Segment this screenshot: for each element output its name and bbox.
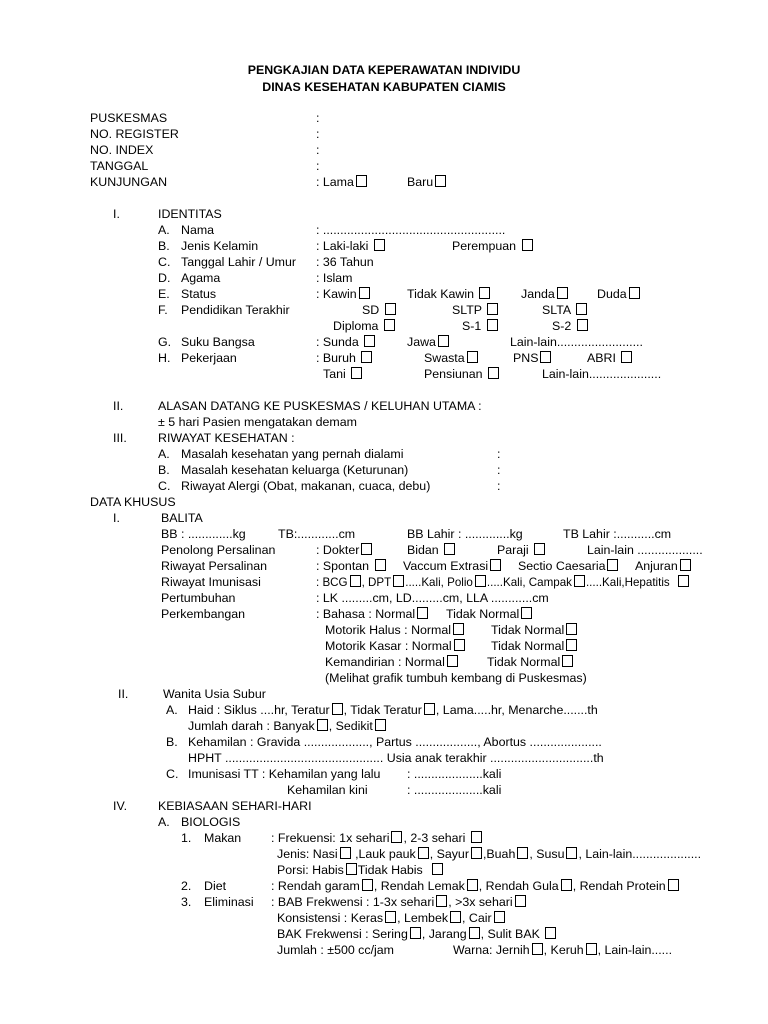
field-bab: : BAB Frekwensi : 1-3x sehari , >3x sehari	[271, 895, 527, 910]
checkbox[interactable]	[557, 287, 568, 299]
checkbox[interactable]	[561, 879, 572, 891]
checkbox[interactable]	[540, 351, 551, 363]
label-register: NO. REGISTER	[90, 127, 179, 141]
checkbox[interactable]	[410, 927, 421, 939]
label-kunjungan: KUNJUNGAN	[90, 175, 168, 189]
checkbox[interactable]	[359, 287, 370, 299]
option-tani: Tani	[323, 367, 363, 382]
field-tb-lahir: TB Lahir :...........cm	[563, 527, 672, 541]
option-sd: SD	[362, 303, 397, 318]
label-nama: Nama	[181, 223, 215, 237]
label-suku: Suku Bangsa	[181, 335, 255, 349]
item-letter: B.	[158, 239, 170, 253]
checkbox[interactable]	[374, 239, 385, 251]
checkbox[interactable]	[475, 575, 486, 587]
label-imunisasi-tt: Imunisasi TT : Kehamilan yang lalu	[188, 767, 381, 781]
checkbox[interactable]	[562, 655, 573, 667]
colon: :	[316, 159, 320, 173]
checkbox[interactable]	[436, 895, 447, 907]
checkbox[interactable]	[545, 927, 556, 939]
item-letter: A.	[166, 703, 178, 717]
item-letter: B.	[166, 735, 178, 749]
field-warna: Warna: Jernih , Keruh , Lain-lain......	[453, 943, 673, 957]
label-tanggal: TANGGAL	[90, 159, 149, 173]
value-agama: : Islam	[316, 271, 353, 285]
option-bahasa-tidak-normal: Tidak Normal	[446, 607, 533, 622]
field-jumlah-bak: Jumlah : ±500 cc/jam	[277, 943, 394, 957]
checkbox[interactable]	[621, 351, 632, 363]
section-number: III.	[113, 431, 127, 445]
checkbox[interactable]	[361, 543, 372, 555]
value-nama: : .....................................................	[316, 223, 506, 237]
option-kawin: : Kawin	[316, 287, 371, 302]
label-imunisasi: Riwayat Imunisasi	[161, 575, 261, 589]
checkbox[interactable]	[487, 303, 498, 315]
label-puskesmas: PUSKESMAS	[90, 111, 168, 125]
checkbox[interactable]	[566, 623, 577, 635]
option-baru: Baru	[407, 175, 447, 190]
option-mandiri-tidak-normal: Tidak Normal	[487, 655, 574, 670]
checkbox[interactable]	[385, 303, 396, 315]
colon: :	[316, 111, 320, 125]
checkbox[interactable]	[467, 879, 478, 891]
field-bb: BB : .............kg	[161, 527, 246, 541]
checkbox[interactable]	[479, 287, 490, 299]
checkbox[interactable]	[517, 847, 528, 859]
colon: :	[497, 463, 501, 477]
colon: :	[316, 127, 320, 141]
option-tidak-kawin: Tidak Kawin	[407, 287, 491, 302]
option-sectio: Sectio Caesaria	[518, 559, 619, 574]
form-subtitle: DINAS KESEHATAN KABUPATEN CIAMIS	[262, 80, 506, 94]
form-title: PENGKAJIAN DATA KEPERAWATAN INDIVIDU	[247, 63, 521, 77]
item-number: 2.	[181, 879, 192, 893]
label-agama: Agama	[181, 271, 221, 285]
option-sltp: SLTP	[452, 303, 499, 318]
option-lama: : Lama	[316, 175, 368, 190]
option-halus-tidak-normal: Tidak Normal	[491, 623, 578, 638]
option-slta: SLTA	[542, 303, 588, 318]
field-jumlah-darah: Jumlah darah : Banyak , Sedikit	[188, 719, 387, 734]
field-porsi: Porsi: Habis Tidak Habis	[277, 863, 444, 878]
option-sunda: : Sunda	[316, 335, 376, 350]
checkbox[interactable]	[375, 719, 386, 731]
item-letter: B.	[158, 463, 170, 477]
label-penolong: Penolong Persalinan	[161, 543, 276, 557]
field-hpht: HPHT .............................................. Usia anak terakhir ..............................th	[188, 751, 604, 765]
checkbox[interactable]	[490, 559, 501, 571]
subsection-title: BALITA	[161, 511, 203, 525]
checkbox[interactable]	[450, 911, 461, 923]
checkbox[interactable]	[471, 831, 482, 843]
label-riwayat-persalinan: Riwayat Persalinan	[161, 559, 268, 573]
checkbox[interactable]	[471, 847, 482, 859]
checkbox[interactable]	[391, 831, 402, 843]
checkbox[interactable]	[577, 319, 588, 331]
checkbox[interactable]	[385, 911, 396, 923]
checkbox[interactable]	[566, 639, 577, 651]
item-letter: G.	[158, 335, 172, 349]
checkbox[interactable]	[680, 559, 691, 571]
checkbox[interactable]	[375, 559, 386, 571]
option-spontan: : Spontan	[316, 559, 387, 574]
option-diploma: Diploma	[333, 319, 396, 334]
item-letter: C.	[166, 767, 179, 781]
checkbox[interactable]	[488, 367, 499, 379]
checkbox[interactable]	[351, 367, 362, 379]
option-mandiri-normal: Kemandirian : Normal	[325, 655, 459, 670]
subsection-title: Wanita Usia Subur	[163, 687, 266, 701]
checkbox[interactable]	[418, 847, 429, 859]
checkbox[interactable]	[534, 543, 545, 555]
checkbox[interactable]	[362, 879, 373, 891]
colon: :	[497, 447, 501, 461]
checkbox[interactable]	[346, 863, 357, 875]
item-number: 1.	[181, 831, 192, 845]
label-index: NO. INDEX	[90, 143, 154, 157]
label-status: Status	[181, 287, 217, 301]
value-tt: : ....................kali	[407, 767, 502, 781]
option-laki-laki: : Laki-laki	[316, 239, 386, 254]
label-kehamilan-kini: Kehamilan kini	[287, 783, 368, 797]
item-letter: A.	[158, 447, 170, 461]
subsection-title: BIOLOGIS	[181, 815, 241, 829]
colon: :	[497, 479, 501, 493]
checkbox[interactable]	[469, 927, 480, 939]
label-diet: Diet	[204, 879, 227, 893]
option-kasar-normal: Motorik Kasar : Normal	[325, 639, 466, 654]
checkbox[interactable]	[576, 303, 587, 315]
label-makan: Makan	[204, 831, 242, 845]
value-keluhan: ± 5 hari Pasien mengatakan demam	[158, 415, 357, 429]
field-tb: TB:............cm	[278, 527, 356, 541]
checkbox[interactable]	[487, 319, 498, 331]
section-title: RIWAYAT KESEHATAN :	[158, 431, 295, 445]
option-swasta: Swasta	[424, 351, 479, 366]
value-umur: : 36 Tahun	[316, 255, 374, 269]
checkbox[interactable]	[678, 575, 689, 587]
section-title: DATA KHUSUS	[90, 495, 176, 509]
field-konsistensi: Konsistensi : Keras , Lembek , Cair	[277, 911, 506, 926]
option-perempuan: Perempuan	[452, 239, 534, 254]
item-letter: E.	[158, 287, 170, 301]
option-bahasa-normal: : Bahasa : Normal	[316, 607, 429, 622]
label-tanggal-lahir: Tanggal Lahir / Umur	[181, 255, 297, 269]
option-dokter: : Dokter	[316, 543, 373, 558]
note-grafik: (Melihat grafik tumbuh kembang di Puskesmas)	[325, 671, 587, 685]
field-kehamilan: Kehamilan : Gravida ..................., Partus .................., Abortus .....................	[188, 735, 602, 749]
option-kasar-tidak-normal: Tidak Normal	[491, 639, 578, 654]
checkbox[interactable]	[438, 335, 449, 347]
option-lain-suku: Lain-lain.........................	[510, 335, 643, 349]
option-buruh: : Buruh	[316, 351, 373, 366]
option-halus-normal: Motorik Halus : Normal	[325, 623, 465, 638]
checkbox[interactable]	[668, 879, 679, 891]
label-pekerjaan: Pekerjaan	[181, 351, 237, 365]
section-title: IDENTITAS	[158, 207, 222, 221]
checkbox[interactable]	[364, 335, 375, 347]
checkbox[interactable]	[435, 175, 446, 187]
checkbox[interactable]	[574, 575, 585, 587]
checkbox[interactable]	[566, 847, 577, 859]
checkbox[interactable]	[453, 623, 464, 635]
option-vaccum: Vaccum Extrasi	[403, 559, 502, 574]
checkbox[interactable]	[417, 607, 428, 619]
section-title: KEBIASAAN SEHARI-HARI	[158, 799, 312, 813]
option-abri: ABRI	[587, 351, 633, 366]
checkbox[interactable]	[384, 319, 395, 331]
item-letter: C.	[158, 255, 171, 269]
option-pensiunan: Pensiunan	[424, 367, 500, 382]
option-lain-penolong: Lain-lain ...................	[587, 543, 703, 557]
item-number: 3.	[181, 895, 192, 909]
field-bak: BAK Frekwensi : Sering , Jarang , Sulit BAK	[277, 927, 557, 942]
field-haid: Haid : Siklus ....hr, Teratur , Tidak Teratur , Lama.....hr, Menarche.......th	[188, 703, 598, 717]
option-bidan: Bidan	[407, 543, 456, 558]
item-letter: A.	[158, 223, 170, 237]
field-diet: : Rendah garam , Rendah Lemak , Rendah Gula , Rendah Protein	[271, 879, 680, 894]
checkbox[interactable]	[332, 703, 343, 715]
option-s2: S-2	[552, 319, 589, 334]
option-pns: PNS	[513, 351, 552, 366]
checkbox[interactable]	[494, 911, 505, 923]
label-pendidikan: Pendidikan Terakhir	[181, 303, 290, 317]
label-perkembangan: Perkembangan	[161, 607, 246, 621]
checkbox[interactable]	[607, 559, 618, 571]
option-janda: Janda	[521, 287, 569, 302]
label-masalah-dialami: Masalah kesehatan yang pernah dialami	[181, 447, 404, 461]
field-frekuensi: : Frekuensi: 1x sehari , 2-3 sehari	[271, 831, 483, 846]
section-title: ALASAN DATANG KE PUSKESMAS / KELUHAN UTAMA :	[158, 399, 482, 413]
option-s1: S-1	[462, 319, 499, 334]
label-jenis-kelamin: Jenis Kelamin	[181, 239, 259, 253]
option-duda: Duda	[597, 287, 641, 302]
field-bb-lahir: BB Lahir : .............kg	[407, 527, 523, 541]
checkbox[interactable]	[361, 351, 372, 363]
colon: :	[316, 143, 320, 157]
section-number: II.	[118, 687, 129, 701]
checkbox[interactable]	[447, 655, 458, 667]
checkbox[interactable]	[454, 639, 465, 651]
checkbox[interactable]	[356, 175, 367, 187]
checkbox[interactable]	[532, 943, 543, 955]
item-letter: F.	[158, 303, 168, 317]
checkbox[interactable]	[393, 575, 404, 587]
label-eliminasi: Eliminasi	[204, 895, 254, 909]
checkbox[interactable]	[432, 863, 443, 875]
section-number: IV.	[113, 799, 128, 813]
checkbox[interactable]	[467, 351, 478, 363]
item-letter: A.	[158, 815, 170, 829]
field-imunisasi: : BCG , DPT .....Kali, Polio .....Kali, Campak .....Kali,Hepatitis	[316, 575, 690, 590]
option-paraji: Paraji	[497, 543, 546, 558]
option-anjuran: Anjuran	[635, 559, 692, 574]
checkbox[interactable]	[317, 719, 328, 731]
field-jenis: Jenis: Nasi ,Lauk pauk , Sayur ,Buah , Susu , Lain-lain....................	[277, 847, 702, 861]
checkbox[interactable]	[586, 943, 597, 955]
checkbox[interactable]	[629, 287, 640, 299]
option-jawa: Jawa	[407, 335, 450, 350]
checkbox[interactable]	[340, 847, 351, 859]
option-lain-kerja: Lain-lain.....................	[542, 367, 662, 381]
label-alergi: Riwayat Alergi (Obat, makanan, cuaca, debu)	[181, 479, 431, 493]
label-pertumbuhan: Pertumbuhan	[161, 591, 236, 605]
checkbox[interactable]	[444, 543, 455, 555]
checkbox[interactable]	[350, 575, 361, 587]
field-pertumbuhan: : LK .........cm, LD.........cm, LLA ............cm	[316, 591, 549, 605]
checkbox[interactable]	[521, 607, 532, 619]
section-number: II.	[113, 399, 124, 413]
checkbox[interactable]	[522, 239, 533, 251]
checkbox[interactable]	[515, 895, 526, 907]
label-masalah-keluarga: Masalah kesehatan keluarga (Keturunan)	[181, 463, 409, 477]
section-number: I.	[113, 511, 120, 525]
section-number: I.	[113, 207, 120, 221]
value-kini: : ....................kali	[407, 783, 502, 797]
item-letter: D.	[158, 271, 171, 285]
checkbox[interactable]	[424, 703, 435, 715]
item-letter: C.	[158, 479, 171, 493]
item-letter: H.	[158, 351, 171, 365]
